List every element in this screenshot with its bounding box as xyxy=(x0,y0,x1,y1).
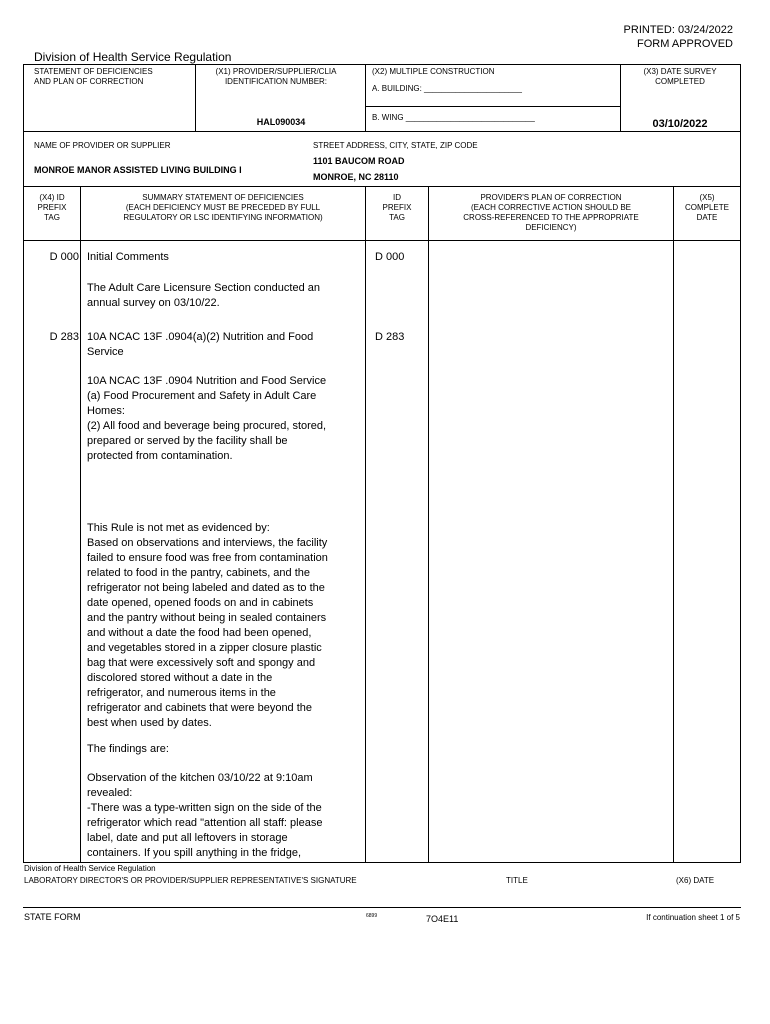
frame-left-rule xyxy=(23,64,24,862)
survey-date: 03/10/2022 xyxy=(652,118,708,130)
divider xyxy=(366,106,620,107)
observation-text: Observation of the kitchen 03/10/22 at 9:10am revealed: -There was a type-written sign on the side of the refrigerator which read "attention all staff: please label, date and put all leftovers in storage containers. If you spill anything in the fridge, xyxy=(87,772,323,859)
provider-name: MONROE MANOR ASSISTED LIVING BUILDING I xyxy=(34,165,242,175)
divider xyxy=(23,131,741,132)
wing-label: B. WING _____________________________ xyxy=(372,113,535,122)
findings-label: The findings are: xyxy=(87,743,169,755)
col-id-header: ID PREFIX TAG xyxy=(382,193,412,222)
signature-label: LABORATORY DIRECTOR'S OR PROVIDER/SUPPLIER REPRESENTATIVE'S SIGNATURE xyxy=(24,876,357,885)
column-rule xyxy=(673,186,674,862)
id-d283: D 283 xyxy=(375,331,405,343)
printed-date: PRINTED: 03/24/2022 xyxy=(623,24,733,36)
agency-title: Division of Health Service Regulation xyxy=(34,50,232,64)
d283-rule-text: 10A NCAC 13F .0904 Nutrition and Food Service (a) Food Procurement and Safety in Adult Care Homes: (2) All food and beverage being procured, stored, prepared or served by the facility shall be protected from contamination. xyxy=(87,375,327,462)
form-number: 6899 xyxy=(366,913,378,919)
x1-label: (X1) PROVIDER/SUPPLIER/CLIA IDENTIFICATION NUMBER: xyxy=(215,67,337,86)
divider xyxy=(23,240,741,241)
d000-title: Initial Comments xyxy=(87,251,169,263)
address-label: STREET ADDRESS, CITY, STATE, ZIP CODE xyxy=(313,141,478,150)
id-d000: D 000 xyxy=(375,251,405,263)
footer-agency: Division of Health Service Regulation xyxy=(24,864,156,873)
provider-id: HAL090034 xyxy=(256,117,306,127)
provider-name-label: NAME OF PROVIDER OR SUPPLIER xyxy=(34,141,171,150)
d000-text: The Adult Care Licensure Section conducted an annual survey on 03/10/22. xyxy=(87,282,320,309)
divider xyxy=(23,186,741,187)
x2-label: (X2) MULTIPLE CONSTRUCTION xyxy=(372,67,495,76)
title-label: TITLE xyxy=(506,876,528,885)
frame-right-rule xyxy=(740,64,741,862)
statement-label: STATEMENT OF DEFICIENCIES AND PLAN OF CORRECTION xyxy=(34,67,153,86)
event-id: 7O4E11 xyxy=(426,914,459,924)
building-label: A. BUILDING: ______________________ xyxy=(372,84,522,93)
tag-d000: D 000 xyxy=(49,251,79,263)
frame-bottom-rule xyxy=(23,862,741,863)
x3-label: (X3) DATE SURVEY COMPLETED xyxy=(643,67,717,86)
x6-date-label: (X6) DATE xyxy=(676,876,715,885)
col-plan-header: PROVIDER'S PLAN OF CORRECTION (EACH CORRECTIVE ACTION SHOULD BE CROSS-REFERENCED TO THE APPROPRIATE DEFICIENCY) xyxy=(463,193,639,232)
d283-title: 10A NCAC 13F .0904(a)(2) Nutrition and Food Service xyxy=(87,331,314,358)
address-line1: 1101 BAUCOM ROAD xyxy=(313,156,405,166)
d283-evidence-text: This Rule is not met as evidenced by: Based on observations and interviews, the facility failed to ensure food was free from contamination related to food in the pantry, cabinets, and the refrigerator not being labeled and dated as to the date opened, opened foods on and in cabinets and the pantry without being in sealed containers and without a date the food had been opened, and vegetables stored in a zipper closure plastic bag that were excessively soft and spongy and discolored stored without a date in the refrigerator, and numerous items in the refrigerator and cabinets that were beyond the best when used by dates. xyxy=(87,522,328,729)
state-form-label: STATE FORM xyxy=(24,912,81,922)
address-line2: MONROE, NC 28110 xyxy=(313,172,399,182)
form-approved: FORM APPROVED xyxy=(637,38,733,50)
continuation-sheet: If continuation sheet 1 of 5 xyxy=(646,913,740,922)
column-rule xyxy=(80,186,81,862)
column-rule xyxy=(365,186,366,862)
col-x5-header: (X5) COMPLETE DATE xyxy=(684,193,729,222)
col-x4-header: (X4) ID PREFIX TAG xyxy=(37,193,67,222)
frame-top-rule xyxy=(23,64,741,65)
col-summary-header: SUMMARY STATEMENT OF DEFICIENCIES (EACH DEFICIENCY MUST BE PRECEDED BY FULL REGULATORY OR LSC IDENTIFYING INFORMATION) xyxy=(123,193,323,222)
divider xyxy=(23,907,741,908)
tag-d283: D 283 xyxy=(49,331,79,343)
column-rule xyxy=(428,186,429,862)
